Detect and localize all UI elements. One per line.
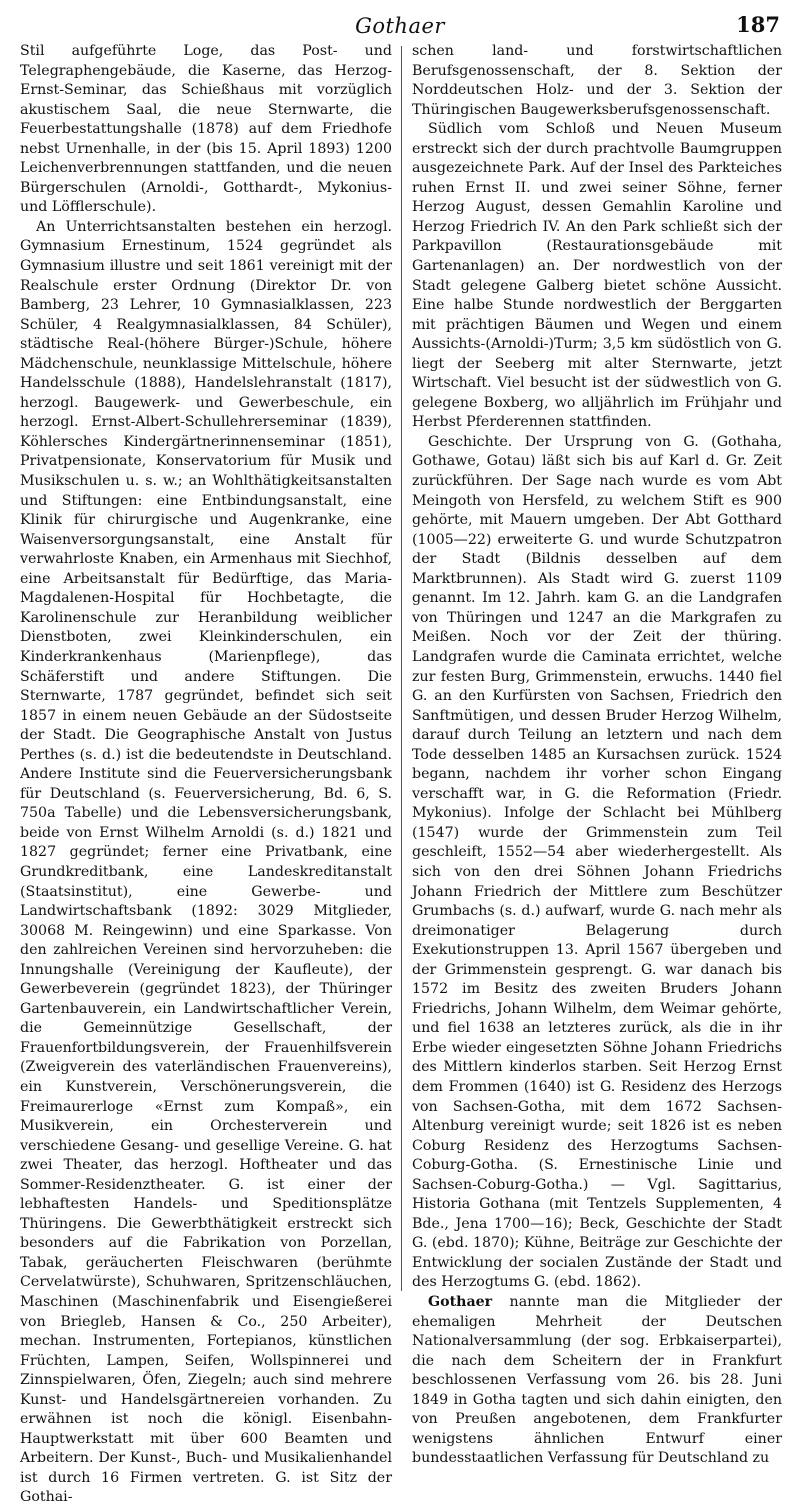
column-divider — [401, 46, 402, 1291]
entry-headword: Gothaer — [428, 1294, 493, 1310]
paragraph-gothaer — [412, 1293, 782, 1469]
entry-text: nannte man die Mitglieder der ehemaligen Mehrheit der Deutschen Nationalversammlung (der sog. Erbkaiserpartei), die nach dem Scheitern der in Frankfurt beschlossenen Verfassung vom 26. bis 28. Juni 1849 in Gotha tagten und sich dahin einigten, den von Preußen angebotenen, dem Frankfurter wenigstens ähnlichen Entwurf einer bundesstaatlichen Verfassung für Deutschland zu — [412, 1294, 782, 1467]
right-column — [412, 42, 782, 1467]
paragraph: Südlich vom Schloß und Neuen Museum erstreckt sich der durch prachtvolle Baumgruppen ausgezeichnete Park. Auf der Insel des Parkteiches ruhen Ernst II. und zwei seiner Söhne, ferner Herzog August, dessen Gemahlin Karoline und Herzog Friedrich IV. An den Park schließt sich der Parkpavillon (Restaurationsgebäude mit Gartenanlagen) an. Der nordwestlich von der Stadt gelegene Galberg bietet schöne Aussicht. Eine halbe Stunde nordwestlich der Berggarten mit prächtigen Bäumen und Wegen und einem Aussichts-(Arnoldi-)Turm; 3,5 km südöstlich von G. liegt der Seeberg mit alter Sternwarte, jetzt Wirtschaft. Viel besucht ist der südwestlich von G. gelegene Boxberg, wo alljährlich im Frühjahr und Herbst Pferderennen stattfinden. — [412, 121, 782, 431]
paragraph: Stil aufgeführte Loge, das Post- und Telegraphengebäude, die Kaserne, das Herzog-Ernst-Seminar, das Schießhaus mit vorzüglich akustischem Saal, die neue Sternwarte, die Feuerbestattungshalle (1878) auf dem Friedhofe nebst Urnenhalle, in der (bis 15. April 1893) 1200 Leichenverbrennungen stattfanden, und die neuen Bürgerschulen (Arnoldi-, Gotthardt-, Mykonius- und Löfflerschule). — [20, 43, 392, 216]
paragraph: schen land- und forstwirtschaftlichen Berufsgenossenschaft, der 8. Sektion der Norddeutschen Holz- und der 3. Sektion der Thüringischen Baugewerksberufsgenossenschaft. — [412, 43, 782, 118]
paragraph: An Unterrichtsanstalten bestehen ein herzogl. Gymnasium Ernestinum, 1524 gegründet als Gymnasium illustre und seit 1861 vereinigt mit der Realschule erster Ordnung (Direktor Dr. von Bamberg, 23 Lehrer, 10 Gymnasialklassen, 223 Schüler, 4 Realgymnasialklassen, 84 Schüler), städtische Real-(höhere Bürger-)Schule, höhere Mädchenschule, neunklassige Mittelschule, höhere Handelsschule (1888), Handelslehranstalt (1817), herzogl. Baugewerk- und Gewerbeschule, ein herzogl. Ernst-Albert-Schullehrerseminar (1839), Köhlersches Kindergärtnerinnenseminar (1851), Privatpensionate, Konservatorium für Musik und Musikschulen u. s. w.; an Wohlthätigkeitsanstalten und Stiftungen: eine Entbindungsanstalt, eine Klinik für chirurgische und Augenkranke, eine Waisenversorgungsanstalt, eine Anstalt für verwahrloste Knaben, ein Armenhaus mit Siechhof, eine Arbeitsanstalt für Bedürftige, das Maria-Magdalenen-Hospital für Hochbetagte, die Karolinenschule zur Heranbildung weiblicher Dienstboten, zwei Kleinkinderschulen, ein Kinderkrankenhaus (Marienpflege), das Schäferstift und andere Stiftungen. Die Sternwarte, 1787 gegründet, befindet sich seit 1857 in einem neuen Gebäude an der Südostseite der Stadt. Die Geographische Anstalt von Justus Perthes (s. d.) ist die bedeutendste in Deutschland. Andere Institute sind die Feuerversicherungsbank für Deutschland (s. Feuerversicherung, Bd. 6, S. 750a Tabelle) und die Lebensversicherungsbank, beide von Ernst Wilhelm Arnoldi (s. d.) 1821 und 1827 gegründet; ferner eine Privatbank, eine Grundkreditbank, eine Landeskreditanstalt (Staatsinstitut), eine Gewerbe- und Landwirtschaftsbank (1892: 3029 Mitglieder, 30068 M. Reingewinn) und eine Sparkasse. Von den zahlreichen Vereinen sind hervorzuheben: die Innungshalle (Vereinigung der Kaufleute), der Gewerbeverein (gegründet 1823), der Thüringer Gartenbauverein, ein Landwirtschaftlicher Verein, die Gemeinnützige Gesellschaft, der Frauenfortbildungsverein, der Frauenhilfsverein (Zweigverein des vaterländischen Frauenvereins), ein Kunstverein, Verschönerungsverein, die Freimaurerloge «Ernst zum Kompaß», ein Musikverein, ein Orchesterverein und verschiedene Gesang- und gesellige Vereine. G. hat zwei Theater, das herzogl. Hoftheater und das Sommer-Residenztheater. G. ist einer der lebhaftesten Handels- und Speditionsplätze Thüringens. Die Gewerbthätigkeit erstreckt sich besonders auf die Fabrikation von Porzellan, Tabak, geräucherten Fleischwaren (berühmte Cervelatwürste), Schuhwaren, Spritzenschläuchen, Maschinen (Maschinenfabrik und Eisengießerei von Briegleb, Hansen & Co., 250 Arbeiter), mechan. Instrumenten, Fortepianos, künstlichen Früchten, Lampen, Seifen, Wollspinnerei und Zinnspielwaren, Öfen, Ziegeln; auch sind mehrere Kunst- und Handelsgärtnereien vorhanden. Zu erwähnen ist noch die königl. Eisenbahn-Hauptwerkstatt mit über 600 Beamten und Arbeitern. Der Kunst-, Buch- und Musikalienhandel ist durch 16 Firmen vertreten. G. ist Sitz der Gothai- — [20, 218, 392, 1506]
left-column — [20, 42, 392, 1506]
page-number: 187 — [736, 12, 780, 37]
running-title: Gothaer — [355, 14, 445, 38]
paragraph: Geschichte. Der Ursprung von G. (Gothaha, Gothawe, Gotau) läßt sich bis auf Karl d. Gr. Zeit zurückführen. Der Sage nach wurde es vom Abt Meingoth von Hersfeld, zu welchem Stift es 900 gehörte, mit Mauern umgeben. Der Abt Gotthard (1005—22) erweiterte G. und wurde Schutzpatron der Stadt (Bildnis desselben auf dem Marktbrunnen). Als Stadt wird G. zuerst 1109 genannt. Im 12. Jahrh. kam G. an die Landgrafen von Thüringen und 1247 an die Markgrafen zu Meißen. Noch vor der Zeit der thüring. Landgrafen wurde die Caminata errichtet, welche zur festen Burg, Grimmenstein, erwuchs. 1440 fiel G. an den Kurfürsten von Sachsen, Friedrich den Sanftmütigen, und dessen Bruder Herzog Wilhelm, darauf durch Teilung an letztern und nach dem Tode desselben 1485 an Kursachsen zurück. 1524 begann, nachdem ihr vorher schon Eingang verschafft war, in G. die Reformation (Friedr. Mykonius). Infolge der Schlacht bei Mühlberg (1547) wurde der Grimmenstein zum Teil geschleift, 1552—54 aber wiederhergestellt. Als sich von den drei Söhnen Johann Friedrichs Johann Friedrich der Mittlere zum Beschützer Grumbachs (s. d.) aufwarf, wurde G. nach mehr als dreimonatiger Belagerung durch Exekutionstruppen 13. April 1567 übergeben und der Grimmenstein gesprengt. G. war danach bis 1572 im Besitz des zweiten Bruders Johann Friedrichs, Johann Wilhelm, dem Weimar gehörte, und fiel 1638 an letzteres zurück, als die in ihr Erbe wieder eingesetzten Söhne Johann Friedrichs des Mittlern kinderlos starben. Seit Herzog Ernst dem Frommen (1640) ist G. Residenz des Herzogs von Sachsen-Gotha, mit dem 1672 Sachsen-Altenburg vereinigt wurde; seit 1826 ist es neben Coburg Residenz des Herzogtums Sachsen-Coburg-Gotha. (S. Ernestinische Linie und Sachsen-Coburg-Gotha.) — Vgl. Sagittarius, Historia Gothana (mit Tentzels Supplementen, 4 Bde., Jena 1700—16); Beck, Geschichte der Stadt G. (ebd. 1870); Kühne, Beiträge zur Geschichte der Entwicklung der socialen Zustände der Stadt und des Herzogtums G. (ebd. 1862). — [412, 433, 782, 1291]
page-header — [20, 8, 780, 42]
